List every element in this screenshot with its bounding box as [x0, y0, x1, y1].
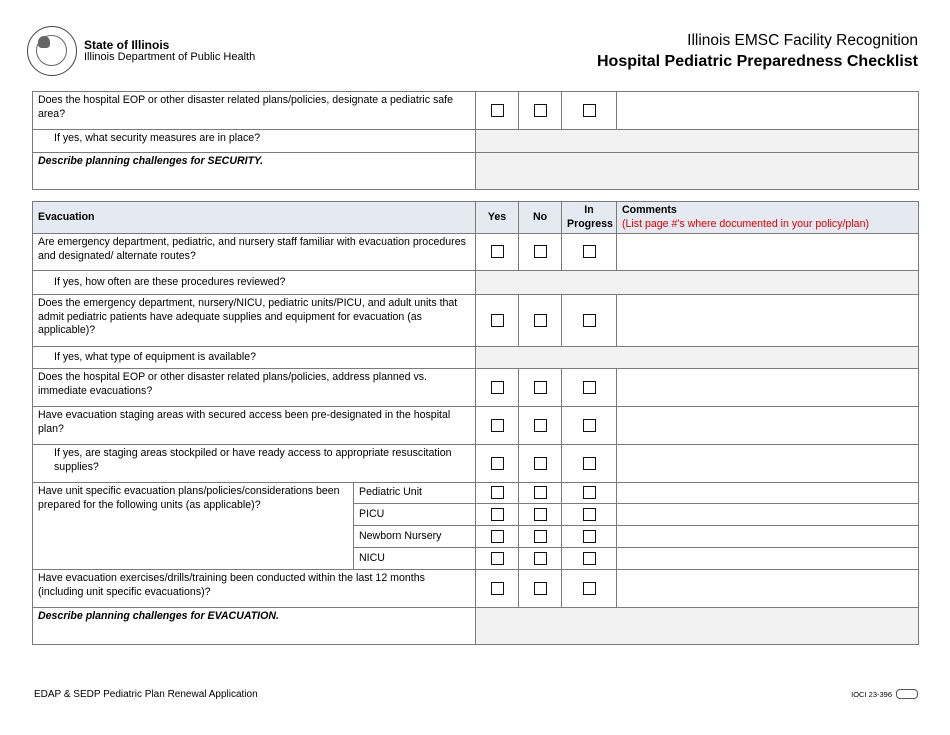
- no-checkbox[interactable]: [534, 530, 547, 543]
- comments-field[interactable]: [617, 407, 919, 445]
- evacuation-table: [32, 201, 919, 645]
- question-text: If yes, what security measures are in place?: [33, 130, 476, 153]
- org-name: State of Illinois: [84, 38, 170, 52]
- org-department: Illinois Department of Public Health: [84, 51, 256, 63]
- in-progress-checkbox[interactable]: [583, 245, 596, 258]
- security-table: [32, 91, 919, 190]
- question-text: Does the emergency department, nursery/NICU, pediatric units/PICU, and adult units that admit pediatric patients have adequate supplies and equipment for evacuation (as applicable)?: [33, 295, 476, 347]
- in-progress-checkbox[interactable]: [583, 530, 596, 543]
- comments-field[interactable]: [617, 570, 919, 608]
- question-text: Describe planning challenges for SECURITY.: [33, 153, 476, 190]
- table-row: [33, 570, 919, 608]
- comments-field[interactable]: [617, 234, 919, 271]
- in-progress-checkbox[interactable]: [583, 486, 596, 499]
- in-progress-checkbox[interactable]: [583, 104, 596, 117]
- no-checkbox[interactable]: [534, 552, 547, 565]
- no-checkbox[interactable]: [534, 486, 547, 499]
- table-row: [33, 153, 919, 190]
- page-subtitle: Hospital Pediatric Preparedness Checklist: [596, 53, 918, 70]
- question-text: Have unit specific evacuation plans/policies/considerations been prepared for the following units (as applicable)?: [33, 483, 354, 570]
- in-progress-checkbox[interactable]: [583, 419, 596, 432]
- footer-form-name: EDAP & SEDP Pediatric Plan Renewal Application: [34, 689, 258, 700]
- yes-checkbox[interactable]: [491, 582, 504, 595]
- comments-field[interactable]: [617, 92, 919, 130]
- no-checkbox[interactable]: [534, 245, 547, 258]
- yes-checkbox[interactable]: [491, 486, 504, 499]
- no-checkbox[interactable]: [534, 457, 547, 470]
- table-row: [33, 608, 919, 645]
- printer-logo-icon: [896, 689, 918, 699]
- yes-checkbox[interactable]: [491, 245, 504, 258]
- table-row: [33, 347, 919, 369]
- question-text: Have evacuation exercises/drills/training been conducted within the last 12 months (including unit specific evacuations)?: [33, 570, 476, 608]
- question-text: Describe planning challenges for EVACUATION.: [33, 608, 476, 645]
- answer-field[interactable]: [476, 130, 919, 153]
- answer-field[interactable]: [476, 608, 919, 645]
- answer-field[interactable]: [476, 347, 919, 369]
- question-text: Are emergency department, pediatric, and nursery staff familiar with evacuation procedures and designated/ alternate routes?: [33, 234, 476, 271]
- column-in-progress: In Progress: [562, 202, 617, 234]
- yes-checkbox[interactable]: [491, 530, 504, 543]
- table-row: [33, 369, 919, 407]
- no-checkbox[interactable]: [534, 582, 547, 595]
- no-checkbox[interactable]: [534, 381, 547, 394]
- table-row: [33, 271, 919, 295]
- comments-field[interactable]: [617, 526, 919, 548]
- table-row: [33, 295, 919, 347]
- comments-note: (List page #'s where documented in your policy/plan): [622, 217, 869, 230]
- comments-field[interactable]: [617, 548, 919, 570]
- no-checkbox[interactable]: [534, 104, 547, 117]
- yes-checkbox[interactable]: [491, 314, 504, 327]
- state-seal-logo: [27, 26, 77, 76]
- comments-field[interactable]: [617, 445, 919, 483]
- page-title: Illinois EMSC Facility Recognition: [687, 32, 918, 49]
- section-label: Evacuation: [33, 202, 476, 234]
- table-row: [33, 445, 919, 483]
- column-comments: [617, 202, 919, 234]
- table-header-row: [33, 202, 919, 234]
- unit-label-nicu: NICU: [354, 548, 476, 570]
- comments-field[interactable]: [617, 295, 919, 347]
- yes-checkbox[interactable]: [491, 508, 504, 521]
- yes-checkbox[interactable]: [491, 104, 504, 117]
- in-progress-checkbox[interactable]: [583, 314, 596, 327]
- answer-field[interactable]: [476, 153, 919, 190]
- in-progress-checkbox[interactable]: [583, 457, 596, 470]
- unit-label-pediatric: Pediatric Unit: [354, 483, 476, 504]
- no-checkbox[interactable]: [534, 314, 547, 327]
- question-text: If yes, are staging areas stockpiled or have ready access to appropriate resuscitation supplies?: [33, 445, 476, 483]
- question-text: If yes, how often are these procedures reviewed?: [33, 271, 476, 295]
- footer-form-code: IOCI 23-396: [851, 690, 892, 699]
- comments-field[interactable]: [617, 369, 919, 407]
- in-progress-checkbox[interactable]: [583, 552, 596, 565]
- answer-field[interactable]: [476, 271, 919, 295]
- table-row: [33, 407, 919, 445]
- table-row: [33, 483, 919, 504]
- table-row: [33, 130, 919, 153]
- yes-checkbox[interactable]: [491, 381, 504, 394]
- question-text: If yes, what type of equipment is available?: [33, 347, 476, 369]
- unit-label-nursery: Newborn Nursery: [354, 526, 476, 548]
- yes-checkbox[interactable]: [491, 419, 504, 432]
- comments-field[interactable]: [617, 483, 919, 504]
- question-text: Have evacuation staging areas with secured access been pre-designated in the hospital plan?: [33, 407, 476, 445]
- in-progress-checkbox[interactable]: [583, 582, 596, 595]
- table-row: [33, 92, 919, 130]
- comments-label: Comments: [622, 204, 677, 216]
- in-progress-checkbox[interactable]: [583, 508, 596, 521]
- yes-checkbox[interactable]: [491, 457, 504, 470]
- question-text: Does the hospital EOP or other disaster related plans/policies, designate a pediatric safe area?: [33, 92, 476, 130]
- unit-label-picu: PICU: [354, 504, 476, 526]
- column-no: No: [519, 202, 562, 234]
- eagle-icon: [38, 36, 50, 48]
- table-row: [33, 234, 919, 271]
- in-progress-checkbox[interactable]: [583, 381, 596, 394]
- question-text: Does the hospital EOP or other disaster related plans/policies, address planned vs. immediate evacuations?: [33, 369, 476, 407]
- comments-field[interactable]: [617, 504, 919, 526]
- column-yes: Yes: [476, 202, 519, 234]
- no-checkbox[interactable]: [534, 419, 547, 432]
- yes-checkbox[interactable]: [491, 552, 504, 565]
- no-checkbox[interactable]: [534, 508, 547, 521]
